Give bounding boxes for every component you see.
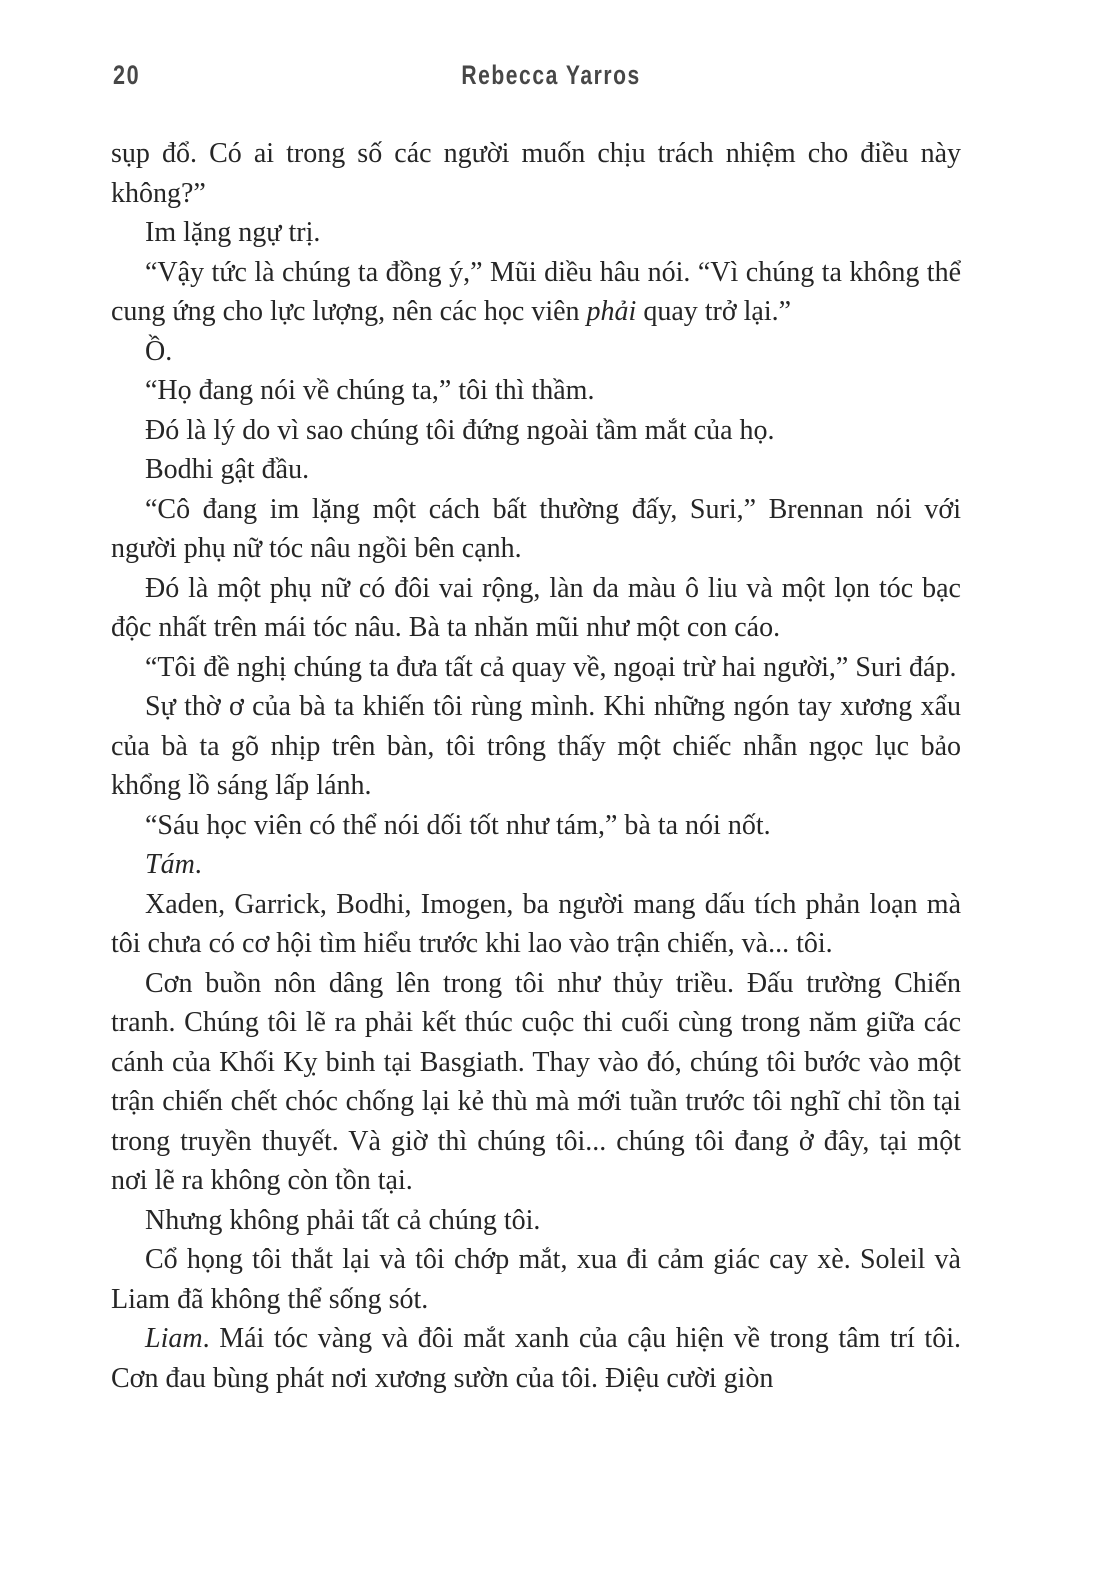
paragraph: [111, 569, 961, 648]
text-segment: “Sáu học viên có thể nói dối tốt như tám,” bà ta nói nốt.: [145, 809, 771, 841]
paragraph: [111, 253, 961, 332]
page-number: 20: [113, 60, 141, 90]
running-header-wrap: [0, 60, 1103, 91]
text-segment: “Họ đang nói về chúng ta,” tôi thì thầm.: [145, 375, 595, 406]
text-segment: Đó là một phụ nữ có đôi vai rộng, làn da màu ô liu và một lọn tóc bạc độc nhất trên mái tóc nâu. Bà ta nhăn mũi như một con cáo.: [111, 572, 961, 643]
text-segment: quay trở lại.”: [636, 296, 792, 327]
text-segment: “Vậy tức là chúng ta đồng ý,” Mũi diều hâu nói. “Vì chúng ta không thể cung ứng cho lực lượng, nên các học viên: [111, 256, 961, 327]
body-text: [111, 134, 961, 1398]
paragraph: [111, 1319, 961, 1398]
text-segment: .: [194, 849, 202, 880]
text-segment: Cổ họng tôi thắt lại và tôi chớp mắt, xua đi cảm giác cay xè. Soleil và Liam đã không thể sống sót.: [111, 1244, 961, 1315]
text-segment: . Mái tóc vàng và đôi mắt xanh của cậu hiện về trong tâm trí tôi. Cơn đau bùng phát nơi xương sườn của tôi. Điệu cười giòn: [111, 1323, 961, 1394]
paragraph: [111, 371, 961, 411]
paragraph: [111, 450, 961, 490]
text-segment: “Cô đang im lặng một cách bất thường đấy, Suri,” Brennan nói với người phụ nữ tóc nâu ngồi bên cạnh.: [111, 493, 961, 564]
running-header-title: Rebecca Yarros: [461, 60, 642, 90]
paragraph: [111, 411, 961, 451]
text-segment: Cơn buồn nôn dâng lên trong tôi như thủy triều. Đấu trường Chiến tranh. Chúng tôi lẽ ra phải kết thúc cuộc thi cuối cùng trong năm giữa các cánh của Khối Kỵ binh tại Basgiath. Thay vào đó, chúng tôi bước vào một trận chiến chết chóc chống lại kẻ thù mà mới tuần trước tôi nghĩ chỉ tồn tại trong truyền thuyết. Và giờ thì chúng tôi... chúng tôi đang ở đây, tại một nơi lẽ ra không còn tồn tại.: [111, 967, 961, 1196]
text-segment: sụp đổ. Có ai trong số các người muốn chịu trách nhiệm cho điều này không?”: [111, 138, 961, 209]
text-segment: Xaden, Garrick, Bodhi, Imogen, ba người mang dấu tích phản loạn mà tôi chưa có cơ hội tìm hiểu trước khi lao vào trận chiến, và... tôi.: [111, 888, 961, 959]
paragraph: [111, 490, 961, 569]
italic-text: phải: [586, 296, 637, 327]
paragraph: [111, 964, 961, 1201]
paragraph: [111, 845, 961, 885]
paragraph: [111, 648, 961, 688]
paragraph: [111, 1240, 961, 1319]
text-segment: Im lặng ngự trị.: [145, 217, 321, 248]
italic-text: Tám: [145, 849, 195, 880]
text-segment: Sự thờ ơ của bà ta khiến tôi rùng mình. Khi những ngón tay xương xẩu của bà ta gõ nhịp trên bàn, tôi trông thấy một chiếc nhẫn ngọc lục bảo khổng lồ sáng lấp lánh.: [111, 691, 961, 801]
paragraph: [111, 687, 961, 806]
paragraph: [111, 1201, 961, 1241]
text-segment: Nhưng không phải tất cả chúng tôi.: [145, 1204, 541, 1236]
paragraph: [111, 213, 961, 253]
running-head: [0, 60, 1103, 92]
text-segment: Bodhi gật đầu.: [145, 454, 310, 485]
paragraph: [111, 332, 961, 372]
paragraph: [111, 806, 961, 846]
text-segment: “Tôi đề nghị chúng ta đưa tất cả quay về, ngoại trừ hai người,” Suri đáp.: [145, 651, 957, 683]
italic-text: Liam: [145, 1323, 203, 1354]
text-segment: Đó là lý do vì sao chúng tôi đứng ngoài tầm mắt của họ.: [145, 414, 775, 446]
paragraph: [111, 134, 961, 213]
text-segment: Ồ.: [145, 335, 173, 367]
paragraph: [111, 885, 961, 964]
